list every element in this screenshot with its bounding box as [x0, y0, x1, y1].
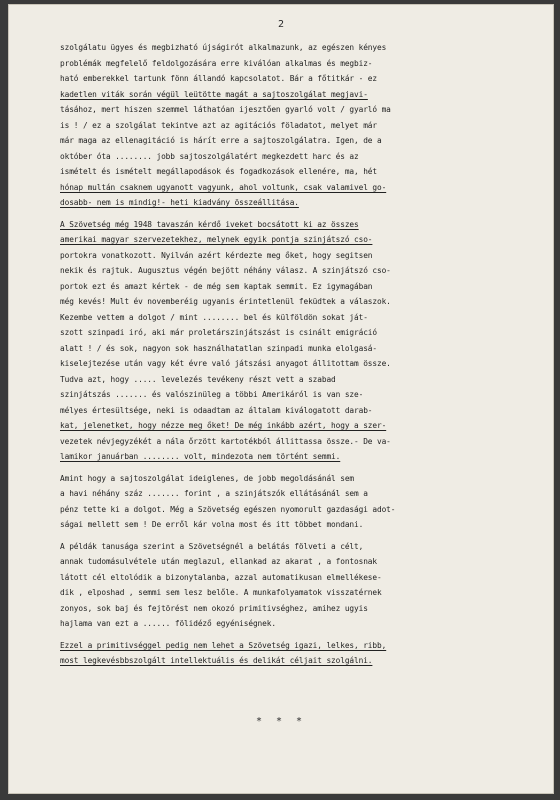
- text-line: hónap multán csaknem ugyanott vagyunk, ahol voltunk, csak valamivel go-: [60, 182, 387, 192]
- text-line: pénz tette ki a dolgot. Még a Szövetség egészen nyomorult gazdasági adot-: [60, 504, 396, 514]
- text-line: amerikai magyar szervezetekhez, melynek egyik pontja szinjátszó cso-: [60, 235, 373, 244]
- text-line: ságai mellett sem ! De erről kár volna most és itt többet mondani.: [60, 520, 364, 529]
- page-number: 2: [277, 19, 285, 30]
- text-line: portok ezt és amazt kértek - de még sem kaptak semmit. Ez igymagában: [60, 281, 373, 291]
- text-line: problémák megfelelő feldolgozására erre kiválóan alkalmas és megbiz-: [60, 58, 373, 68]
- text-line: vezetek névjegyzékét a nála őrzött kartotékból állittassa össze.- De va-: [60, 436, 391, 446]
- text-line: lamikor januárban ........ volt, mindezota nem történt semmi.: [60, 452, 341, 461]
- text-line: nekik és rajtuk. Augusztus végén bejött néhány válasz. A szinjátszó cso-: [60, 266, 391, 275]
- text-line: alatt ! / és sok, nagyon sok használhatatlan szinpadi munka elolgasá-: [60, 343, 377, 353]
- text-line: is ! / ez a szolgálat tekintve azt az agitációs föladatot, melyet már: [60, 120, 377, 130]
- text-line: kadetlen viták során végül leütötte magát a sajtoszolgálat megjavi-: [60, 89, 368, 99]
- text-line: Amint hogy a sajtoszolgálat ideiglenes, de jobb megoldásánál sem: [60, 473, 355, 483]
- text-line: dosabb- nem is mindig!- heti kiadvány összeállitása.: [60, 198, 299, 207]
- paragraph-theatre-groups: [60, 217, 554, 465]
- text-line: a havi néhány száz ....... forint , a szinjátszók ellátásánál sem a: [60, 489, 368, 498]
- text-line: dik , elposhad , semmi sem lesz belőle. A munkafolyamatok visszatérnek: [60, 588, 382, 597]
- paragraph-money: [60, 471, 554, 533]
- text-line: annak tudomásulvétele után meglazul, ellankad az akarat , a fontosnak: [60, 557, 377, 566]
- paragraph-press-service: [60, 40, 554, 211]
- paragraph-examples: [60, 539, 554, 632]
- text-line: tásához, mert hiszen szemmel láthatóan ijesztően gyarló volt / gyarló ma: [60, 105, 391, 114]
- text-line: ható emberekkel tartunk fönn állandó kapcsolatot. Bár a főtitkár - ez: [60, 74, 377, 83]
- text-line: kiselejtezése után vagy két évre való játszási anyagot állitottam össze.: [60, 359, 391, 368]
- text-line: A példák tanusága szerint a Szövetségnél a belátás fölveti a célt,: [60, 541, 364, 551]
- text-line: szolgálatu ügyes és megbizható újságirót alkalmazunk, az egészen kényes: [60, 43, 387, 52]
- text-line: október óta ........ jobb sajtoszolgálatért megkezdett harc és az: [60, 151, 359, 161]
- text-line: ismételt és ismételt megállapodások és fogadkozások ellenére, ma, hét: [60, 167, 377, 176]
- section-divider: * * *: [255, 716, 307, 727]
- text-line: portokra vonatkozott. Nyilván azért kérdezte meg őket, hogy segitsen: [60, 250, 373, 260]
- text-line: látott cél eltolódik a bizonytalanba, azzal automatikusan elmellékese-: [60, 572, 382, 582]
- text-line: szinjátszás ....... és valószinüleg a többi Amerikáról is van sze-: [60, 390, 364, 399]
- text-line: kat, jelenetket, hogy nézze meg őket! De még inkább azért, hogy a szer-: [60, 421, 387, 430]
- paragraph-conclusion: [60, 638, 554, 669]
- document-page: [8, 4, 554, 794]
- text-line: A Szövetség még 1948 tavaszán kérdő iveket bocsátott ki az összes: [60, 219, 359, 229]
- text-line: mélyes értesültsége, neki is odaadtam az általam kiválogatott darab-: [60, 405, 373, 415]
- text-line: már maga az ellenagitáció is hárít erre a sajtoszolgálatra. Igen, de a: [60, 136, 382, 145]
- text-line: szott szinpadi iró, aki már proletárszinjátszást is csinált emigráció: [60, 328, 377, 337]
- text-line: Kezembe vettem a dolgot / mint ........ bel és külföldön sokat ját-: [60, 312, 368, 322]
- text-line: zonyos, sok baj és fejtörést nem okozó primitivséghez, amihez ugyis: [60, 603, 368, 613]
- text-line: hajlama van ezt a ...... fölidéző egyéniségnek.: [60, 619, 276, 628]
- text-line: Ezzel a primitivséggel pedig nem lehet a Szövetség igazi, lelkes, ribb,: [60, 640, 387, 650]
- text-line: még kevés! Mult év novemberéig ugyanis érintetlenül feküdtek a válaszok.: [60, 297, 391, 306]
- text-line: most legkevésbbszolgált intellektuális és delikát céljait szolgálni.: [60, 656, 373, 665]
- text-line: Tudva azt, hogy ..... levelezés tevékeny részt vett a szabad: [60, 374, 336, 384]
- typed-letter-body: [60, 40, 554, 675]
